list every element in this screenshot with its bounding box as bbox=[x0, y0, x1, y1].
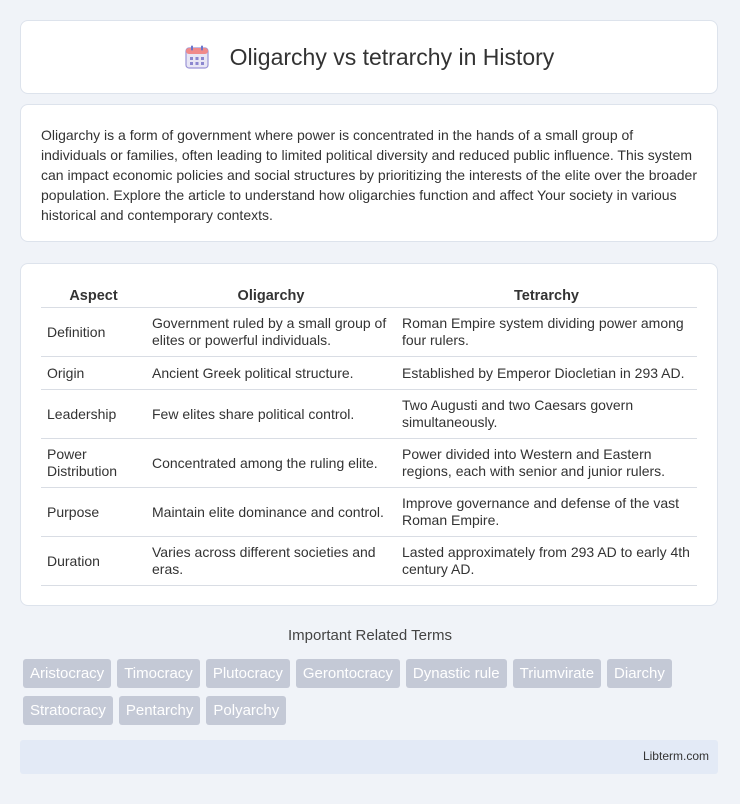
tetrarchy-cell: Lasted approximately from 293 AD to early 4th century AD. bbox=[396, 537, 697, 586]
tetrarchy-cell: Improve governance and defense of the vast Roman Empire. bbox=[396, 488, 697, 537]
table-header-row bbox=[41, 282, 697, 308]
aspect-cell: Origin bbox=[41, 357, 146, 390]
tetrarchy-cell: Two Augusti and two Caesars govern simultaneously. bbox=[396, 390, 697, 439]
related-terms-list bbox=[23, 659, 703, 725]
aspect-cell: Leadership bbox=[41, 390, 146, 439]
oligarchy-cell: Concentrated among the ruling elite. bbox=[146, 439, 396, 488]
related-term-tag[interactable]: Dynastic rule bbox=[406, 659, 507, 688]
column-header-tetrarchy: Tetrarchy bbox=[396, 282, 697, 308]
related-term-tag[interactable]: Aristocracy bbox=[23, 659, 111, 688]
oligarchy-cell: Few elites share political control. bbox=[146, 390, 396, 439]
aspect-cell: Purpose bbox=[41, 488, 146, 537]
oligarchy-cell: Government ruled by a small group of elites or powerful individuals. bbox=[146, 308, 396, 357]
intro-text: Oligarchy is a form of government where power is concentrated in the hands of a small group of individuals or families, often leading to limited political diversity and reduced public influence. This system can impact economic policies and social structures by prioritizing the interests of the elite over the broader population. Explore the article to understand how oligarchies function and affect Your society in various historical and contemporary contexts. bbox=[41, 127, 697, 223]
related-term-tag[interactable]: Polyarchy bbox=[206, 696, 286, 725]
table-row bbox=[41, 537, 697, 586]
aspect-cell: Power Distribution bbox=[41, 439, 146, 488]
related-term-tag[interactable]: Timocracy bbox=[117, 659, 200, 688]
page-title: Oligarchy vs tetrarchy in History bbox=[229, 43, 555, 70]
aspect-cell: Duration bbox=[41, 537, 146, 586]
footer-site-link[interactable]: Libterm.com bbox=[642, 749, 709, 763]
related-term-tag[interactable]: Diarchy bbox=[607, 659, 672, 688]
tetrarchy-cell: Power divided into Western and Eastern regions, each with senior and junior rulers. bbox=[396, 439, 697, 488]
related-term-tag[interactable]: Stratocracy bbox=[23, 696, 113, 725]
table-row bbox=[41, 488, 697, 537]
related-term-tag[interactable]: Triumvirate bbox=[513, 659, 601, 688]
tetrarchy-cell: Roman Empire system dividing power among four rulers. bbox=[396, 308, 697, 357]
oligarchy-cell: Maintain elite dominance and control. bbox=[146, 488, 396, 537]
footer bbox=[20, 740, 718, 774]
related-terms-title: Important Related Terms bbox=[288, 627, 452, 644]
tetrarchy-cell: Established by Emperor Diocletian in 293 AD. bbox=[396, 357, 697, 390]
oligarchy-cell: Varies across different societies and eras. bbox=[146, 537, 396, 586]
table-row bbox=[41, 439, 697, 488]
column-header-oligarchy: Oligarchy bbox=[146, 282, 396, 308]
comparison-table bbox=[41, 282, 697, 586]
header-card bbox=[20, 20, 718, 94]
column-header-aspect: Aspect bbox=[41, 282, 146, 308]
aspect-cell: Definition bbox=[41, 308, 146, 357]
related-term-tag[interactable]: Pentarchy bbox=[119, 696, 201, 725]
table-row bbox=[41, 357, 697, 390]
related-term-tag[interactable]: Gerontocracy bbox=[296, 659, 400, 688]
intro-card bbox=[20, 104, 718, 242]
oligarchy-cell: Ancient Greek political structure. bbox=[146, 357, 396, 390]
related-term-tag[interactable]: Plutocracy bbox=[206, 659, 290, 688]
table-row bbox=[41, 308, 697, 357]
table-row bbox=[41, 390, 697, 439]
calendar-icon bbox=[184, 44, 210, 70]
comparison-table-card bbox=[20, 263, 718, 606]
